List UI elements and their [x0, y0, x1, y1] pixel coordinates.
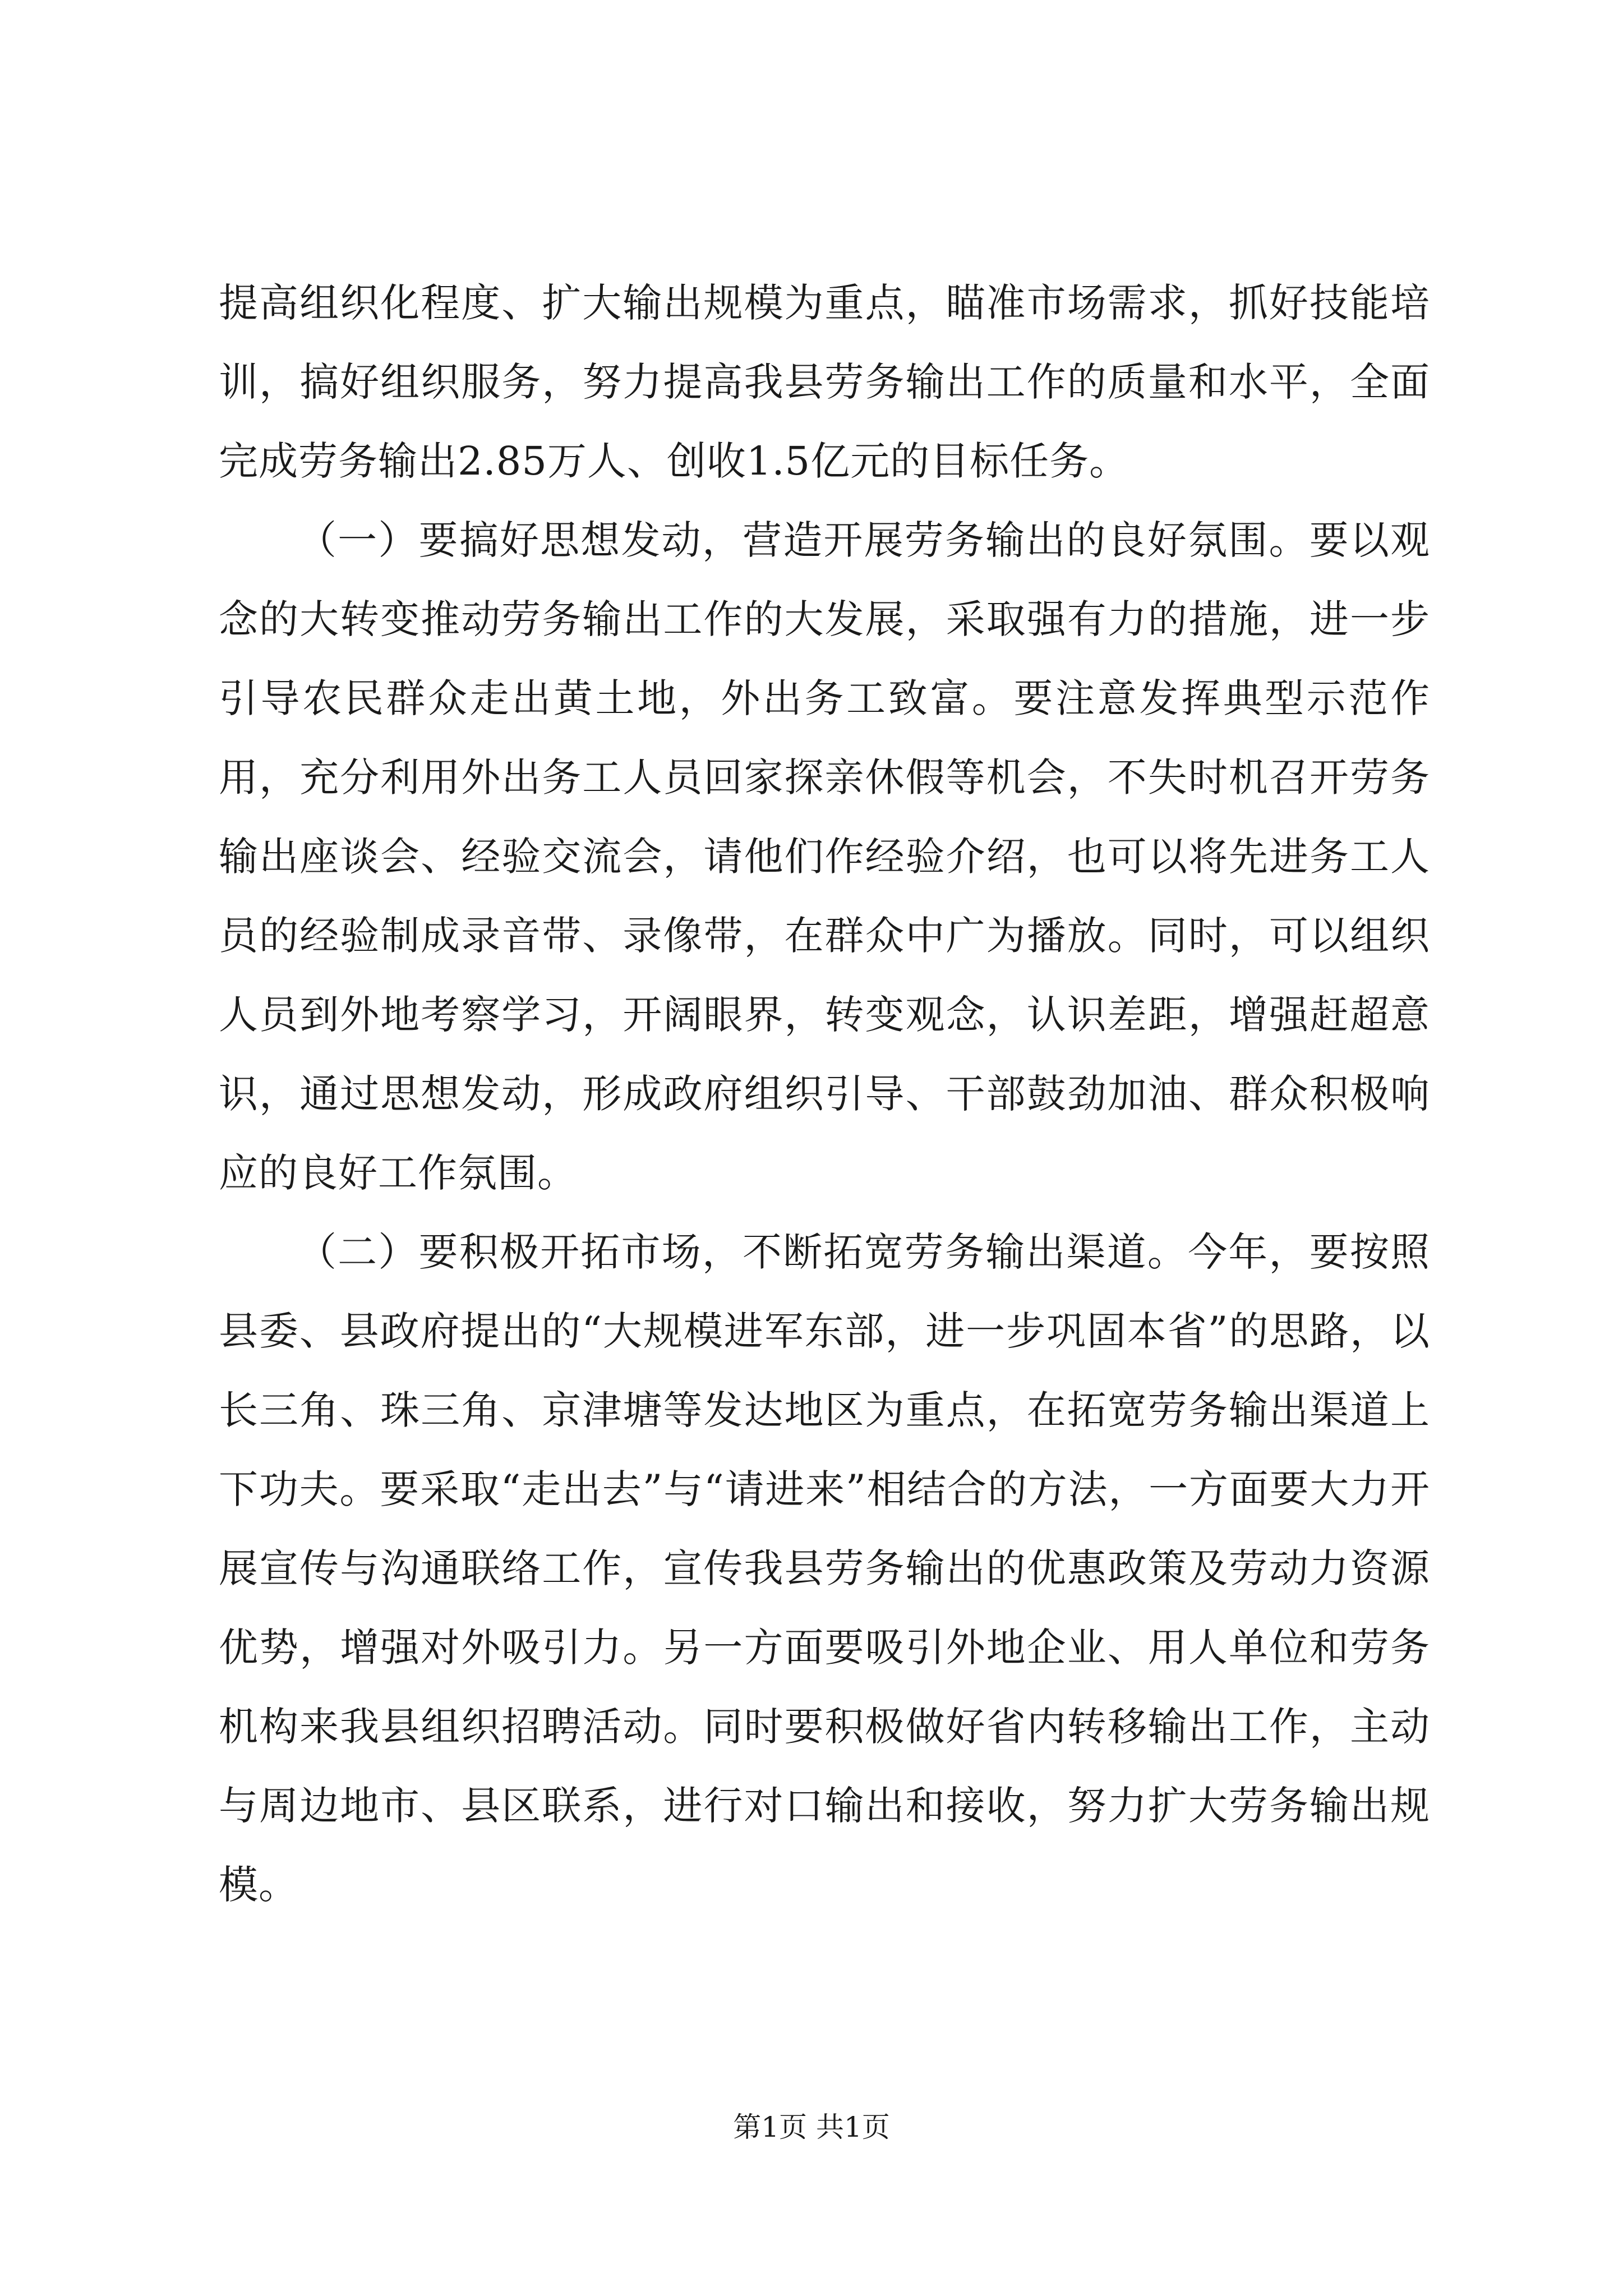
paragraph-continued: 提高组织化程度、扩大输出规模为重点，瞄准市场需求，抓好技能培训，搞好组织服务，努力提高我县劳务输出工作的质量和水平，全面完成劳务输出2.85万人、创收1.5亿元的目标任务。: [219, 280, 1430, 484]
document-body: [219, 264, 1430, 1925]
paragraph-section-one: （一）要搞好思想发动，营造开展劳务输出的良好氛围。要以观念的大转变推动劳务输出工作的大发展，采取强有力的措施，进一步引导农民群众走出黄土地，外出务工致富。要注意发挥典型示范作用，充分利用外出务工人员回家探亲休假等机会，不失时机召开劳务输出座谈会、经验交流会，请他们作经验介绍，也可以将先进务工人员的经验制成录音带、录像带，在群众中广为播放。同时，可以组织人员到外地考察学习，开阔眼界，转变观念，认识差距，增强赶超意识，通过思想发动，形成政府组织引导、干部鼓劲加油、群众积极响应的良好工作氛围。: [219, 517, 1430, 1196]
paragraph-section-two: （二）要积极开拓市场，不断拓宽劳务输出渠道。今年，要按照县委、县政府提出的“大规模进军东部，进一步巩固本省”的思路，以长三角、珠三角、京津塘等发达地区为重点，在拓宽劳务输出渠道上下功夫。要采取“走出去”与“请进来”相结合的方法，一方面要大力开展宣传与沟通联络工作，宣传我县劳务输出的优惠政策及劳动力资源优势，增强对外吸引力。另一方面要吸引外地企业、用人单位和劳务机构来我县组织招聘活动。同时要积极做好省内转移输出工作，主动与周边地市、县区联系，进行对口输出和接收，努力扩大劳务输出规模。: [219, 1229, 1430, 1908]
page-footer: 第1页 共1页: [733, 2111, 890, 2143]
